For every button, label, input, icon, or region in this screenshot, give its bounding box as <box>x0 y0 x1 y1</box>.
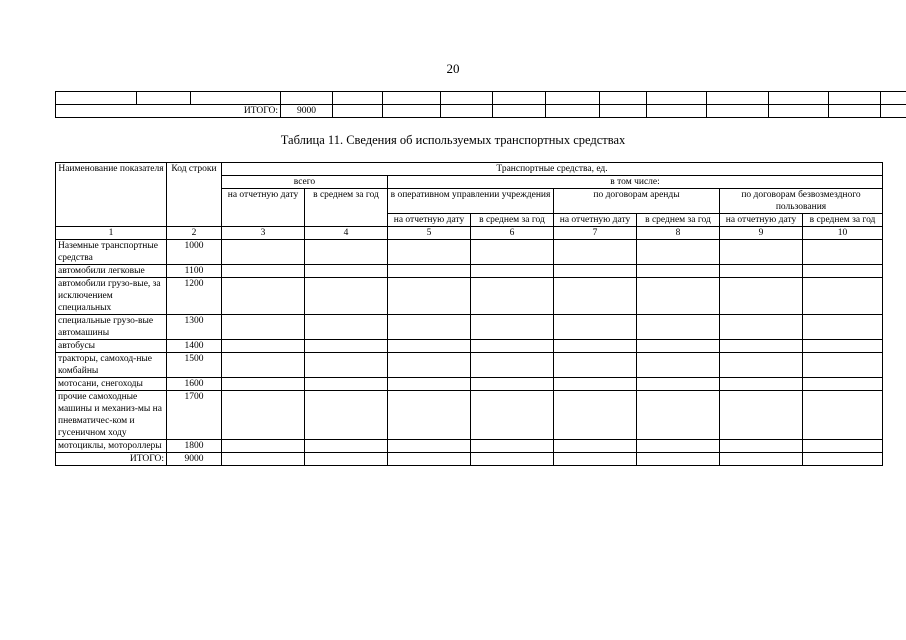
column-number: 2 <box>167 227 222 240</box>
value-cell <box>305 353 388 378</box>
value-cell <box>305 440 388 453</box>
value-cell <box>637 340 720 353</box>
value-cell <box>720 340 803 353</box>
row-code: 1000 <box>167 240 222 265</box>
value-cell <box>803 353 883 378</box>
column-number: 10 <box>803 227 883 240</box>
value-cell <box>637 278 720 315</box>
header-including: в том числе: <box>388 176 883 189</box>
value-cell <box>305 278 388 315</box>
value-cell <box>222 391 305 440</box>
value-cell <box>305 265 388 278</box>
row-code: 1400 <box>167 340 222 353</box>
value-cell <box>720 440 803 453</box>
row-code: 1200 <box>167 278 222 315</box>
value-cell <box>222 340 305 353</box>
header-average: в среднем за год <box>471 214 554 227</box>
row-name: мотоциклы, мотороллеры <box>56 440 167 453</box>
previous-table-tail <box>55 91 906 118</box>
value-cell <box>222 353 305 378</box>
header-on-date: на отчетную дату <box>720 214 803 227</box>
value-cell <box>305 378 388 391</box>
value-cell <box>222 240 305 265</box>
row-code: 1800 <box>167 440 222 453</box>
table-row <box>56 92 906 105</box>
value-cell <box>222 440 305 453</box>
row-name: автомобили грузо-вые, за исключением специальных <box>56 278 167 315</box>
value-cell <box>720 391 803 440</box>
row-name: тракторы, самоход-ные комбайны <box>56 353 167 378</box>
column-number: 3 <box>222 227 305 240</box>
grand-total-row <box>56 453 883 466</box>
value-cell <box>554 353 637 378</box>
header-on-date: на отчетную дату <box>388 214 471 227</box>
header-total: всего <box>222 176 388 189</box>
table-row <box>56 340 883 353</box>
value-cell <box>388 340 471 353</box>
table-row <box>56 353 883 378</box>
value-cell <box>471 353 554 378</box>
value-cell <box>637 353 720 378</box>
header-on-date: на отчетную дату <box>554 214 637 227</box>
value-cell <box>720 278 803 315</box>
table-title: Таблица 11. Сведения об используемых транспортных средствах <box>280 133 626 147</box>
row-name: автобусы <box>56 340 167 353</box>
column-numbers-row <box>56 227 883 240</box>
column-number: 8 <box>637 227 720 240</box>
row-name: прочие самоходные машины и механиз-мы на пневматичес-ком и гусеничном ходу <box>56 391 167 440</box>
header-total-on-date: на отчетную дату <box>222 189 305 227</box>
value-cell <box>471 265 554 278</box>
value-cell <box>554 378 637 391</box>
row-code: 1300 <box>167 315 222 340</box>
row-name: Наземные транспортные средства <box>56 240 167 265</box>
value-cell <box>388 440 471 453</box>
table-row <box>56 278 883 315</box>
row-code: 1500 <box>167 353 222 378</box>
value-cell <box>305 340 388 353</box>
total-row <box>56 105 906 118</box>
value-cell <box>388 315 471 340</box>
value-cell <box>388 265 471 278</box>
value-cell <box>222 278 305 315</box>
total-label: ИТОГО: <box>56 105 281 118</box>
value-cell <box>720 378 803 391</box>
column-number: 9 <box>720 227 803 240</box>
value-cell <box>637 391 720 440</box>
header-lease: по договорам аренды <box>554 189 720 214</box>
header-transport: Транспортные средства, ед. <box>222 163 883 176</box>
table-row <box>56 240 883 265</box>
table-row <box>56 265 883 278</box>
row-name: автомобили легковые <box>56 265 167 278</box>
value-cell <box>305 240 388 265</box>
table-row <box>56 315 883 340</box>
header-indicator: Наименование показателя <box>56 163 167 227</box>
value-cell <box>554 340 637 353</box>
row-code: 1600 <box>167 378 222 391</box>
value-cell <box>222 265 305 278</box>
value-cell <box>637 240 720 265</box>
value-cell <box>222 315 305 340</box>
row-code: 1100 <box>167 265 222 278</box>
value-cell <box>554 391 637 440</box>
value-cell <box>803 278 883 315</box>
value-cell <box>554 440 637 453</box>
value-cell <box>222 378 305 391</box>
total-code: 9000 <box>281 105 333 118</box>
page-number: 20 <box>446 61 460 76</box>
header-free-use: по договорам безвозмездного пользования <box>720 189 883 214</box>
column-number: 1 <box>56 227 167 240</box>
value-cell <box>554 265 637 278</box>
table-row <box>56 391 883 440</box>
row-name: специальные грузо-вые автомашины <box>56 315 167 340</box>
header-average: в среднем за год <box>803 214 883 227</box>
value-cell <box>471 278 554 315</box>
value-cell <box>471 378 554 391</box>
value-cell <box>803 440 883 453</box>
header-operative: в оперативном управлении учреждения <box>388 189 554 214</box>
column-number: 6 <box>471 227 554 240</box>
value-cell <box>720 315 803 340</box>
column-number: 7 <box>554 227 637 240</box>
value-cell <box>471 391 554 440</box>
value-cell <box>554 240 637 265</box>
value-cell <box>720 353 803 378</box>
value-cell <box>471 340 554 353</box>
header-total-average: в среднем за год <box>305 189 388 227</box>
value-cell <box>305 391 388 440</box>
value-cell <box>720 265 803 278</box>
value-cell <box>388 353 471 378</box>
row-code: 1700 <box>167 391 222 440</box>
transport-table <box>55 162 883 466</box>
value-cell <box>637 315 720 340</box>
value-cell <box>388 378 471 391</box>
value-cell <box>720 240 803 265</box>
grand-total-label: ИТОГО: <box>56 453 167 466</box>
value-cell <box>803 340 883 353</box>
header-average: в среднем за год <box>637 214 720 227</box>
value-cell <box>803 265 883 278</box>
value-cell <box>803 378 883 391</box>
value-cell <box>471 440 554 453</box>
value-cell <box>803 240 883 265</box>
row-name: мотосани, снегоходы <box>56 378 167 391</box>
value-cell <box>388 391 471 440</box>
table-row <box>56 440 883 453</box>
table-row <box>56 378 883 391</box>
value-cell <box>471 315 554 340</box>
value-cell <box>637 440 720 453</box>
value-cell <box>554 278 637 315</box>
value-cell <box>803 391 883 440</box>
value-cell <box>388 240 471 265</box>
value-cell <box>637 378 720 391</box>
column-number: 4 <box>305 227 388 240</box>
column-number: 5 <box>388 227 471 240</box>
value-cell <box>471 240 554 265</box>
value-cell <box>305 315 388 340</box>
grand-total-code: 9000 <box>167 453 222 466</box>
value-cell <box>554 315 637 340</box>
value-cell <box>637 265 720 278</box>
value-cell <box>803 315 883 340</box>
header-code: Код строки <box>167 163 222 227</box>
value-cell <box>388 278 471 315</box>
